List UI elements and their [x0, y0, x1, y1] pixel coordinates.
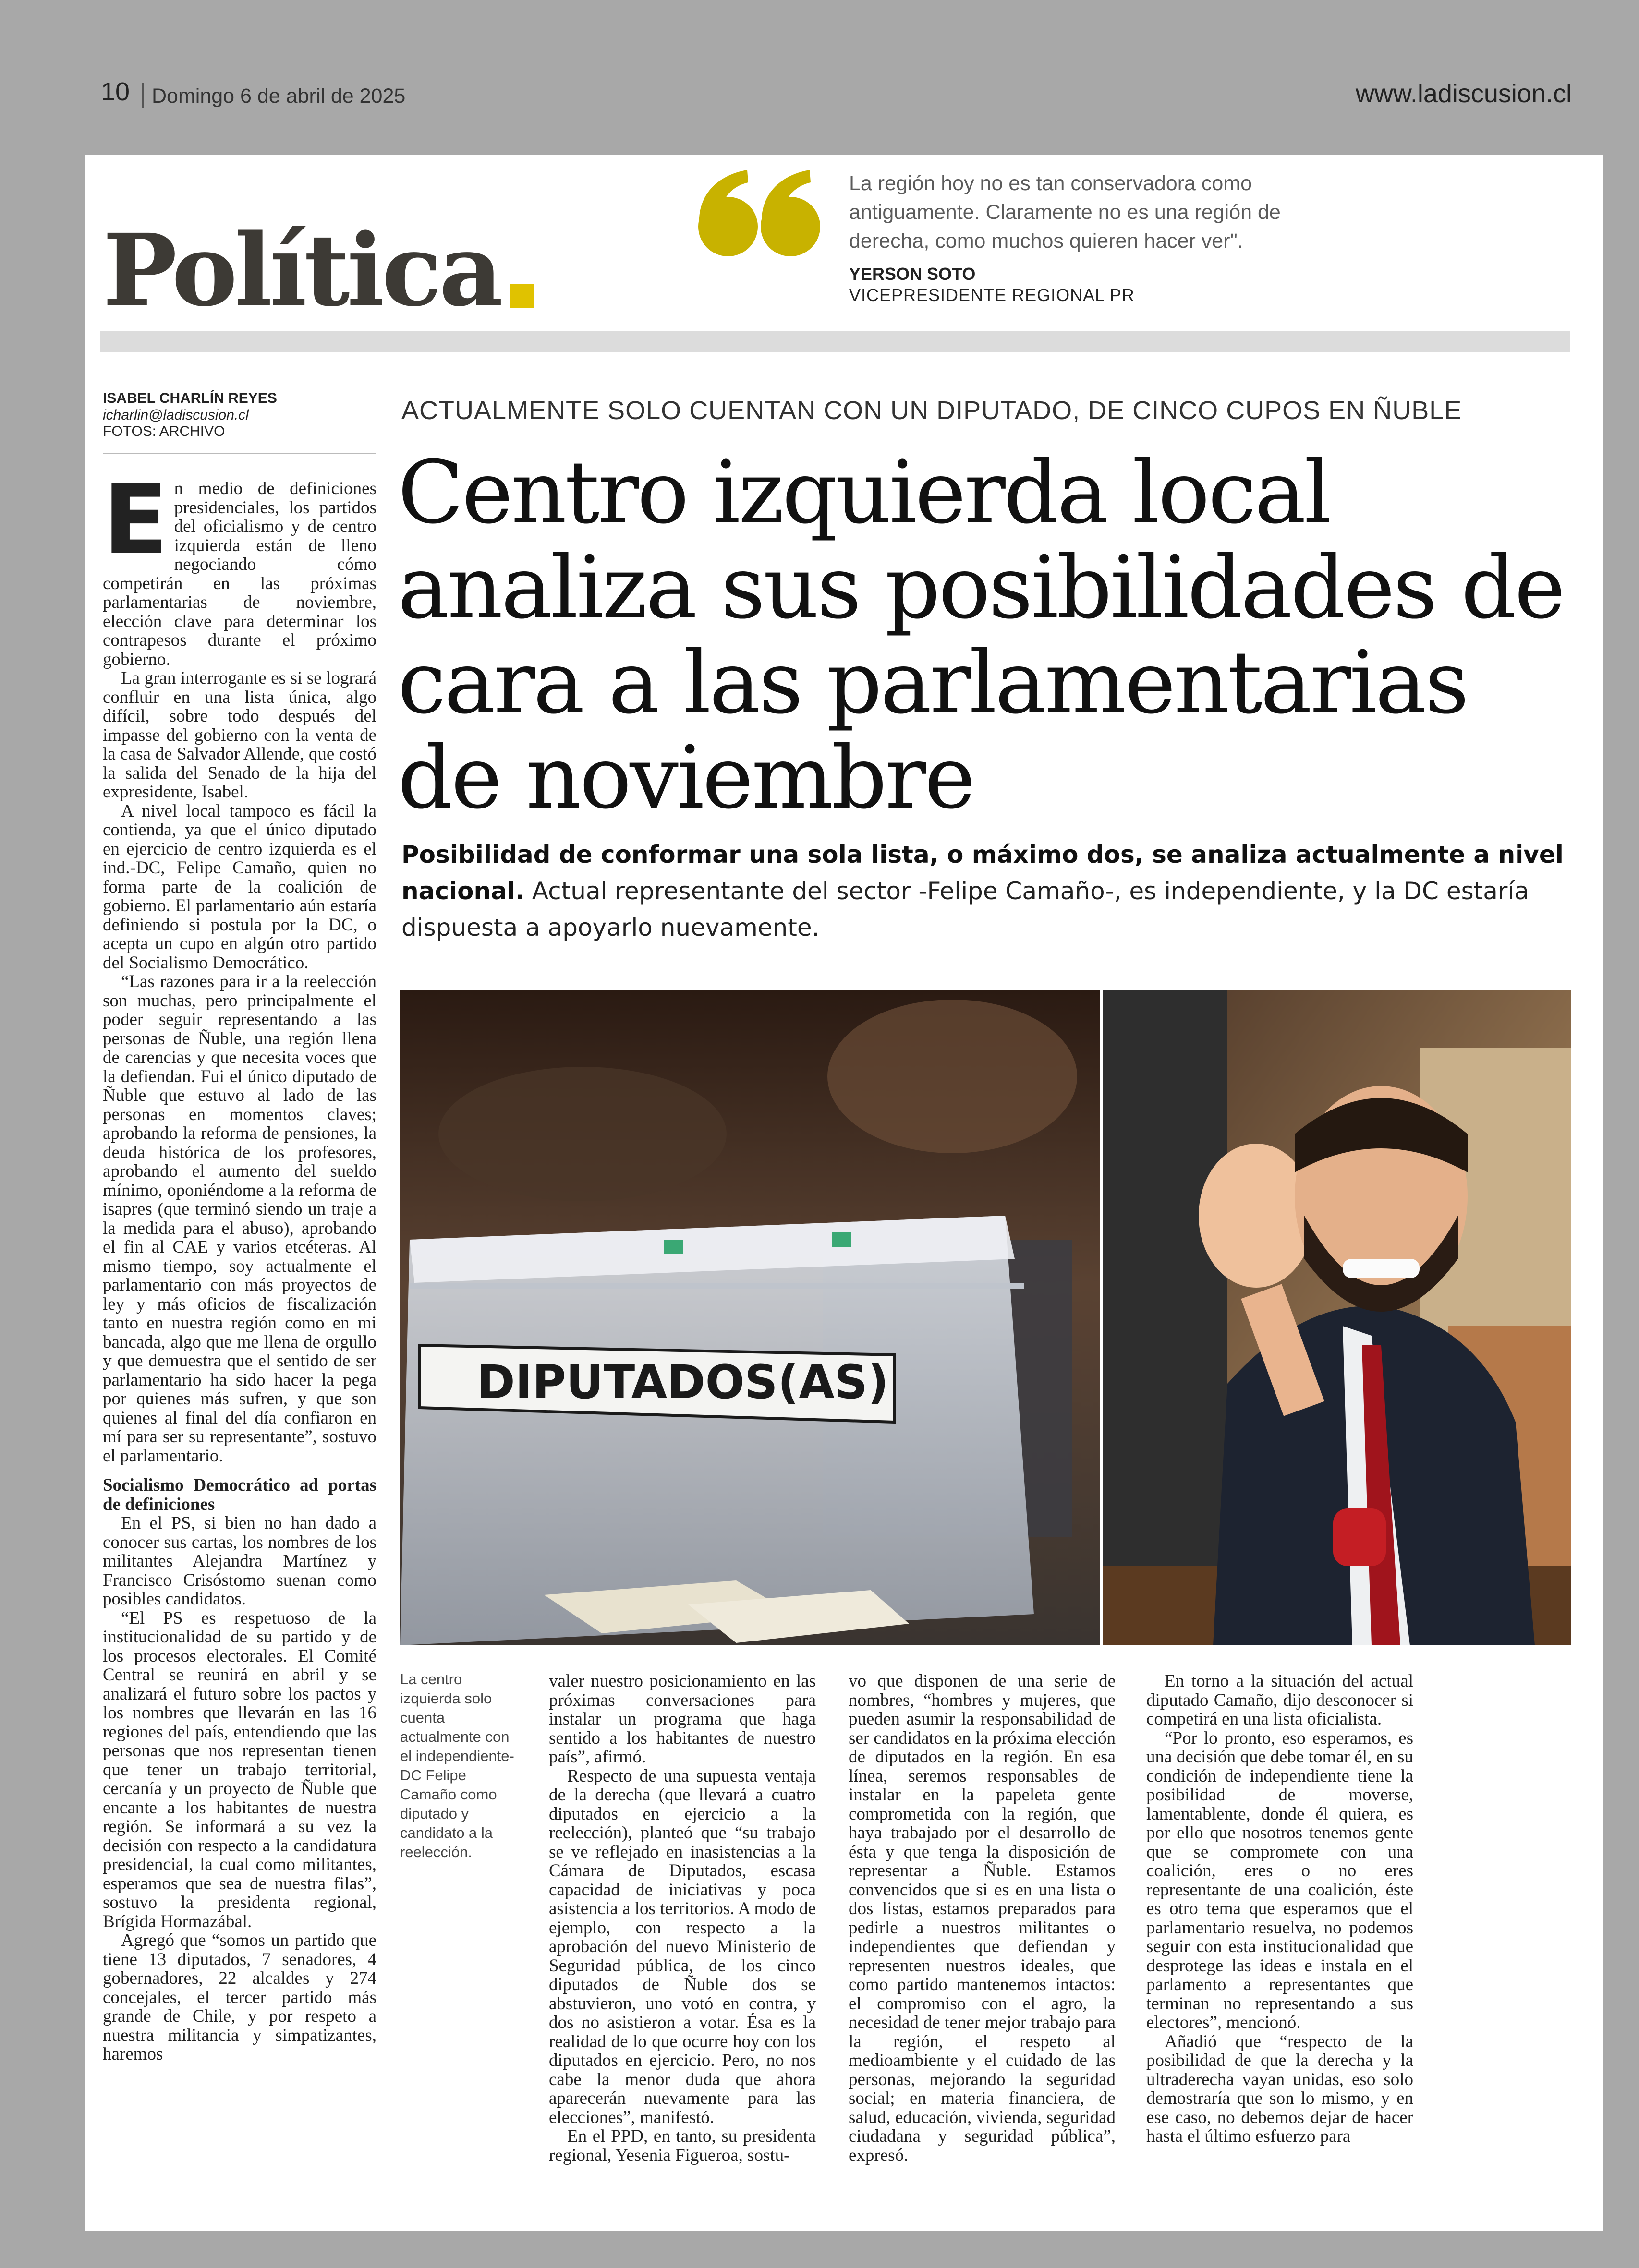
paragraph: La gran interrogante es si se logrará confluir en una lista única, algo difícil, sobre todo después del impasse del gobierno con la venta de la casa de Salvador Allende, que costó la salida del Senado de la hija del expresidente, Isabel. [103, 668, 376, 802]
paragraph: vo que disponen de una serie de nombres, “hombres y mujeres, que pueden asumir la responsabilidad de ser candidatos en la próxima elección de diputados en la región. En esa línea, seremos responsables de instalar en la papeleta gente comprometida con la región, que haya trabajado por el desarrollo de ésta y que tenga la disposición de representar a Ñuble. Estamos convencidos que si es en una lista o dos listas, estamos preparados para pedirle a nuestros militantes o independientes que defiendan y representen nuestros ideales, que como partido mantenemos intactos: el compromiso con el agro, la necesidad de tener mejor trabajo para la región, el respeto al medioambiente y el cuidado de las personas, mejorando la seguridad social; en materia financiera, de salud, educación, vivienda, seguridad ciudadana y seguridad pública”, expresó. [849, 1671, 1116, 2165]
paragraph [103, 464, 376, 669]
paragraph: Añadió que “respecto de la posibilidad de que la derecha y la ultraderecha vayan unidas, eso solo demostraría que son lo mismo, y en ese caso, no debemos dejar de hacer hasta el último esfuerzo para [1146, 2031, 1413, 2146]
ballot-box-label: DIPUTADOS(AS) [477, 1355, 889, 1409]
article-lead-rest: Actual representante del sector -Felipe Camaño-, es independiente, y la DC estaría dispuesta a apoyarlo nuevamente. [401, 877, 1529, 941]
section-divider-band [100, 331, 1570, 352]
section-title: Política [103, 212, 500, 328]
article-subheading: Socialismo Democrático ad portas de definiciones [103, 1475, 376, 1514]
website-link[interactable]: www.ladiscusion.cl [1355, 79, 1572, 108]
header-divider [142, 83, 144, 108]
quote-icon [694, 165, 824, 261]
paragraph: En el PPD, en tanto, su presidenta regional, Yesenia Figueroa, sostu- [549, 2126, 816, 2165]
article-lead [401, 836, 1568, 946]
ballot-box-photo [400, 990, 1100, 1645]
page-header [0, 0, 1639, 154]
byline [103, 390, 376, 440]
byline-photos: FOTOS: ARCHIVO [103, 423, 225, 439]
page-number: 10 [101, 77, 130, 106]
pull-quote-role: VICEPRESIDENTE REGIONAL PR [849, 285, 1135, 305]
dropcap: E [103, 464, 169, 576]
newspaper-page [85, 155, 1603, 2231]
paragraph: “El PS es respetuoso de la institucionalidad de su partido y de los procesos electorales. El Comité Central se reunirá en abril y se analizará el futuro sobre los pactos y los nombres que llevarán en las 16 regiones del país, entendiendo que las personas que nos representan tienen que tener un trabajo territorial, cercanía y un proyecto de Ñuble que encante a los habitantes de nuestra región. Se informará a su vez la decisión con respecto a la candidatura presidencial, la cual como militantes, esperamos que sea de nuestra filas”, sostuvo la presidenta regional, Brígida Hormazábal. [103, 1608, 376, 1931]
article-column-1 [549, 1672, 816, 2165]
paragraph: Respecto de una supuesta ventaja de la derecha (que llevará a cuatro diputados en ejercicio a la reelección), planteó que “su trabajo se ve reflejado en inasistencias a la Cámara de Diputados, escasa capacidad de iniciativas y poca asistencia a los territorios. A modo de ejemplo, con respecto a la aprobación del nuevo Ministerio de Seguridad pública, de los cinco diputados de Ñuble dos se abstuvieron, uno votó en contra, y dos no asistieron a votar. Ésa es la realidad de lo que ocurre hoy con los diputados en ejercicio. Pero, no nos cabe la menor duda que ahora aparecerán nuevamente para las elecciones”, manifestó. [549, 1766, 816, 2127]
ballot-box-illustration [400, 990, 1100, 1645]
article-kicker: ACTUALMENTE SOLO CUENTAN CON UN DIPUTADO, DE CINCO CUPOS EN ÑUBLE [401, 396, 1462, 425]
article-column-3 [1146, 1672, 1413, 2146]
paragraph: En torno a la situación del actual diputado Camaño, dijo desconocer si competirá en una lista oficialista. [1146, 1671, 1413, 1729]
article-headline: Centro izquierda local analiza sus posibilidades de cara a las parlamentarias de noviembre [398, 443, 1564, 828]
article-lead-bold: Posibilidad de conformar una sola lista, o máximo dos, se analiza actualmente a nivel nacional. [401, 841, 1564, 905]
paragraph: Agregó que “somos un partido que tiene 13 diputados, 7 senadores, 4 gobernadores, 22 alcaldes y 274 concejales, el tercer partido más grande de Chile, y por respeto a nuestra militancia y simpatizantes, haremos [103, 1930, 376, 2064]
paragraph: “Por lo pronto, eso esperamos, es una decisión que debe tomar él, en su condición de independiente tiene la posibilidad de moverse, lamentablente, donde él quiera, es por ello que nosotros tenemos gente que se compromete con una coalición, eres o no eres representante de una coalición, éste es otro tema que esperamos que el parlamentario resuelva, no podemos seguir con esta institucionalidad que desprotege las ideas e instala en el parlamento a representantes que terminan no representando a sus electores”, mencionó. [1146, 1728, 1413, 2032]
paragraph: “Las razones para ir a la reelección son muchas, pero principalmente el poder seguir representando a las personas de Ñuble, una región llena de carencias y que necesita voces que la defiendan. Fui el único diputado de Ñuble que estuvo al lado de las personas en momentos claves; aprobando la reforma de pensiones, la deuda histórica de los profesores, aprobando el aumento del sueldo mínimo, oponiéndome a la reforma de isapres (que terminó siendo un traje a la medida para el abuso), aprobando el fin al CAE y varios etcéteras. Al mismo tiempo, soy actualmente el parlamentario con más proyectos de ley y más oficios de fiscalización tanto en nuestra región como en mi bancada, algo que me llena de orgullo y que demuestra que el sentido de ser parlamentario ha sido hacer la pega por quienes más sufren, y que son quienes al final del día confiaron en mí para ser su representante”, sostuvo el parlamentario. [103, 972, 376, 1466]
page-date: Domingo 6 de abril de 2025 [152, 84, 406, 108]
section-title-dot [510, 284, 534, 308]
byline-email[interactable]: icharlin@ladiscusion.cl [103, 407, 249, 423]
pull-quote-text: La región hoy no es tan conservadora como antiguamente. Claramente no es una región de derecha, como muchos quieren hacer ver". [849, 172, 1281, 253]
deputy-illustration [1103, 990, 1571, 1645]
paragraph-text: n medio de definiciones presidenciales, los partidos del oficialismo y de centro izquierda están de lleno negociando cómo competirán en las próximas parlamentarias de noviembre, elección clave para determinar los contrapesos durante el próximo gobierno. [103, 479, 376, 669]
deputy-photo [1103, 990, 1571, 1645]
paragraph: A nivel local tampoco es fácil la contienda, ya que el único diputado en ejercicio de centro izquierda es el ind.-DC, Felipe Camaño, quien no forma parte de la coalición de gobierno. El parlamentario aún estaría definiendo si postula por la DC, o acepta un cupo en algún otro partido del Socialismo Democrático. [103, 801, 376, 973]
byline-author: ISABEL CHARLÍN REYES [103, 390, 277, 406]
paragraph: valer nuestro posicionamiento en las próximas conversaciones para instalar un programa que haga sentido a los habitantes de nuestro país”, afirmó. [549, 1671, 816, 1767]
pull-quote-author: YERSON SOTO [849, 264, 976, 284]
paragraph: En el PS, si bien no han dado a conocer sus cartas, los nombres de los militantes Alejandra Martínez y Francisco Crisóstomo suenan como posibles candidatos. [103, 1513, 376, 1609]
article-column-left [103, 464, 376, 2064]
byline-rule [103, 453, 376, 454]
photo-caption: La centro izquierda solo cuenta actualmente con el independiente-DC Felipe Camaño como diputado y candidato a la reelección. [400, 1671, 514, 1860]
article-column-2 [849, 1672, 1116, 2165]
